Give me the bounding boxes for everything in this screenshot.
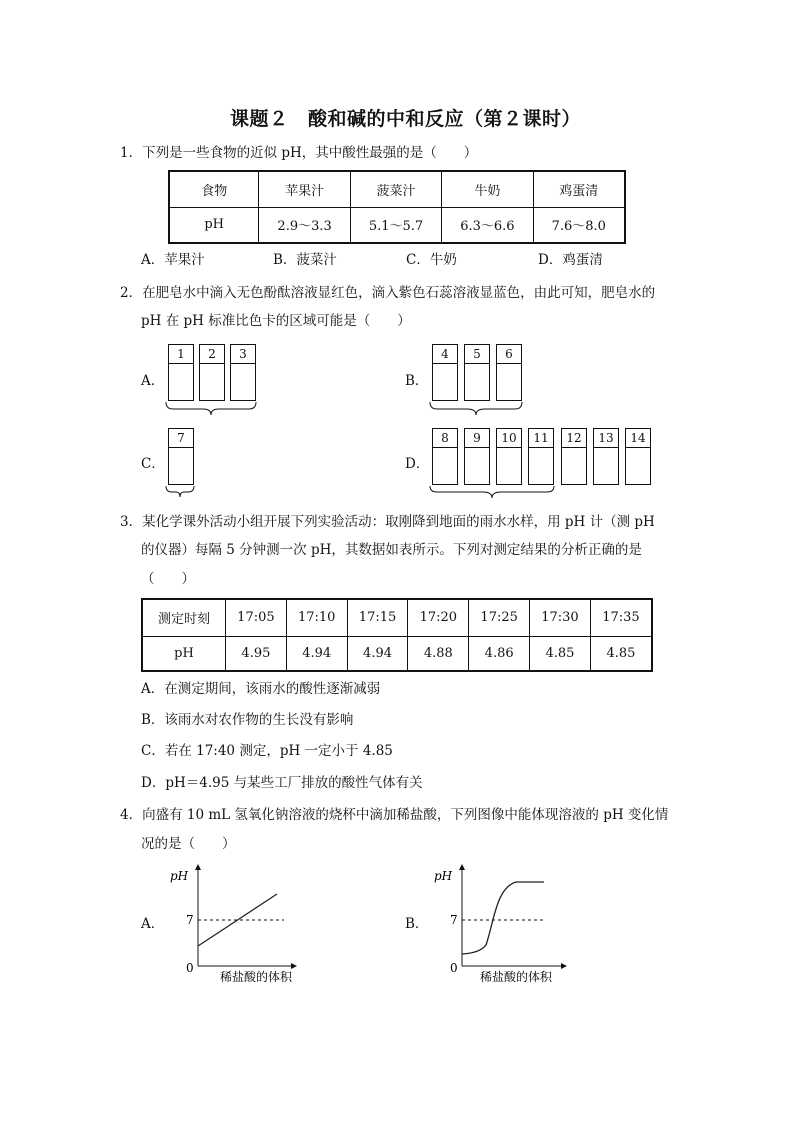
graph-b-xlabel: 稀盐酸的体积 [480,970,553,984]
ph-cell-number: 14 [625,428,651,448]
q2-option-a: A． [141,373,165,389]
ph-cell-number: 5 [464,344,490,364]
q1-header-cell: 鸡蛋清 [533,171,625,207]
q3-ph-cell: 4.88 [408,636,469,671]
ph-cell-number: 2 [199,344,225,364]
q3-time-cell: 17:15 [347,599,408,636]
q3-option-c: C．若在 17:40 测定，pH 一定小于 4.85 [141,743,393,759]
q1-option-d: D．鸡蛋清 [538,252,603,268]
q4-stem-line2: 况的是（ ） [141,836,236,852]
q2-stem-line2: pH 在 pH 标准比色卡的区域可能是（ ） [141,313,411,329]
ph-cell-number: 4 [432,344,458,364]
q3-row-label: pH [142,636,226,671]
q3-time-cell: 17:05 [226,599,287,636]
ph-cell-number: 6 [496,344,522,364]
q3-ph-cell: 4.94 [286,636,347,671]
q3-ph-cell: 4.95 [226,636,287,671]
ph-cell-number: 1 [168,344,194,364]
brace-b [430,402,522,415]
q3-ph-cell: 4.85 [590,636,652,671]
graph-a-origin: 0 [186,961,194,975]
graph-b-origin: 0 [450,961,458,975]
ph-cell-number: 11 [528,428,554,448]
q2-stem-line1: 2．在肥皂水中滴入无色酚酞溶液显红色，滴入紫色石蕊溶液显蓝色，由此可知，肥皂水的 [120,285,656,301]
q3-option-a: A．在测定期间，该雨水的酸性逐渐减弱 [141,681,381,697]
q1-option-b: B．菠菜汁 [273,252,337,268]
q3-time-cell: 17:30 [530,599,591,636]
q3-ph-cell: 4.94 [347,636,408,671]
q1-header-cell: 食物 [169,171,259,207]
graph-a-ref-label: 7 [186,913,194,927]
brace-c [166,486,194,497]
q3-stem-line2: 的仪器）每隔 5 分钟测一次 pH，其数据如表所示。下列对测定结果的分析正确的是 [141,542,642,558]
q1-value-cell: 6.3～6.6 [442,207,533,243]
q2-option-c: C． [141,456,165,472]
ph-cell-number: 8 [432,428,458,448]
q1-stem: 1．下列是一些食物的近似 pH，其中酸性最强的是（ ） [120,145,478,161]
q1-value-cell: 7.6～8.0 [533,207,625,243]
graph-b-data-curve [462,882,544,954]
q3-time-cell: 17:35 [590,599,652,636]
q4-graph-b [424,862,574,987]
q4-option-a-label: A． [141,916,165,932]
q1-header-cell: 牛奶 [442,171,533,207]
brace-a [166,402,256,415]
ph-cell-number: 12 [561,428,587,448]
q1-option-a: A．苹果汁 [141,252,205,268]
brace-d [430,486,554,498]
ph-cell-number: 13 [593,428,619,448]
q3-table [141,598,653,672]
q1-header-cell: 菠菜汁 [350,171,441,207]
q3-time-cell: 17:20 [408,599,469,636]
ph-cell-number: 10 [496,428,522,448]
q4-graph-a [160,862,300,987]
q4-option-b-label: B． [405,916,429,932]
ph-cell-number: 3 [230,344,256,364]
ph-cell-number: 9 [464,428,490,448]
q3-option-d: D．pH＝4.95 与某些工厂排放的酸性气体有关 [141,775,423,791]
q3-option-b: B．该雨水对农作物的生长没有影响 [141,712,354,728]
ph-braces [0,0,794,520]
q3-stem-line3: （ ） [141,571,195,587]
q4-stem-line1: 4．向盛有 10 mL 氢氧化钠溶液的烧杯中滴加稀盐酸，下列图像中能体现溶液的 pH 变化情 [120,807,669,823]
q3-time-cell: 17:10 [286,599,347,636]
q1-value-cell: 2.9～3.3 [259,207,350,243]
q1-header-cell: 苹果汁 [259,171,350,207]
q1-value-cell: 5.1～5.7 [350,207,441,243]
q3-ph-cell: 4.86 [469,636,530,671]
page-title: 课题２ 酸和碱的中和反应（第２课时） [230,108,582,130]
q3-time-cell: 17:25 [469,599,530,636]
q2-option-d: D． [405,456,430,472]
ph-cell-number: 7 [168,428,194,448]
q3-header-label: 测定时刻 [142,599,226,636]
q3-stem-line1: 3．某化学课外活动小组开展下列实验活动：取刚降到地面的雨水水样，用 pH 计（测 pH [120,514,655,530]
q1-value-cell: pH [169,207,259,243]
graph-b-ylabel: pH [434,869,453,883]
q2-option-b: B． [405,373,429,389]
graph-a-xlabel: 稀盐酸的体积 [220,970,293,984]
graph-a-ylabel: pH [170,869,189,883]
q3-ph-cell: 4.85 [530,636,591,671]
q1-option-c: C．牛奶 [406,252,457,268]
graph-b-ref-label: 7 [450,913,458,927]
